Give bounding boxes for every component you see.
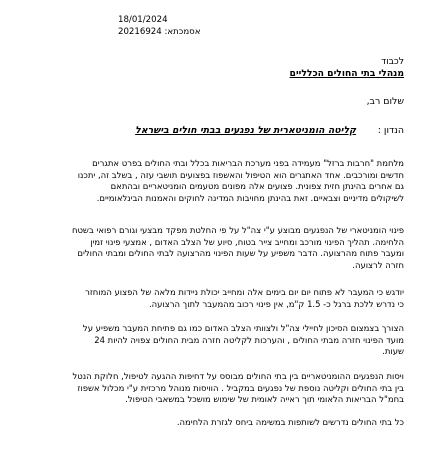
body-paragraph-1 <box>49 158 404 204</box>
paragraph-line: יודגש כי המעבר לא פתוח יום יום בימים אלה ומחייב יכולת ניידות מלאה של הפצוע המוחזר <box>85 287 404 297</box>
paragraph-line: פינוי הומניטארי של הנפגעים מבוצע ע"י צה"ל על פי החלטת מפקד מבצעי וגורם רפואי בשטח <box>71 225 404 235</box>
paragraph-line: ויסות הנפגעים ההומניטאריים בין בתי החולים מבוסס על דחיפות ההגעה לטיפול, חלוקת הנטל <box>72 371 404 381</box>
greeting: שלום רב, <box>366 96 404 107</box>
paragraph-line: חזרה לרצועה. <box>352 259 404 270</box>
paragraph-line: חדשים ומורכבים. אחד האתגרים הוא הטיפול והאשפוז בפצועים תושבי עזה , בשלב זה, יתכנו <box>77 169 404 180</box>
addressee-recipient: מנהלי בתי החולים הכלליים <box>289 68 404 79</box>
subject-line <box>135 125 404 137</box>
paragraph-line: ומעבר פתוח מהרצועה. הדבר משפיע על שעות הפינוי מהרצועה לבתי החולים ומבתי החולים <box>77 248 404 259</box>
paragraph-line: מועד הפינוי חזרה מבתי החולים , והערכות לקליטה חזרה מבית החולים צפויה להיות 24 <box>94 334 404 345</box>
subject-label: הנדון : <box>377 125 404 136</box>
paragraph-line: לשיקולים מדיניים וצבאיים. זאת בהינתן מחויבות המדינה לחוקים והאמנות הבינלאומיים. <box>96 192 404 203</box>
letter-meta <box>118 14 228 38</box>
subject-text: קליטה הומניטארית של נפגעים בבתי חולים בישראל <box>135 125 357 136</box>
paragraph-line: הלחימה. תהליך הפינוי מורכב ומחייב צייר בטוח, סיוע של הצלב האדום , אמצעי פינוי זמין <box>90 236 404 247</box>
body-paragraph-5 <box>49 371 404 406</box>
paragraph-line: בין בתי החולים וקליטה נוספת של נפגעים במקביל . הוויסות מנוהל מרכזית ע"י מכלול אשפוז <box>77 382 404 393</box>
paragraph-line: שעות. <box>382 346 404 357</box>
letter-date: 18/01/2024 <box>118 15 168 25</box>
paragraph-line: הצורך בצמצום הסיכון לחיילי צה"ל ולצוותי הצלב האדום כמו גם פתיחת המעבר משפיע על <box>82 323 404 333</box>
reference-number: אסמכתא: 20216924 <box>118 27 201 37</box>
body-paragraph-4 <box>49 323 404 358</box>
paragraph-line: מלחמת "חרבות ברזל" מעמידה בפני מערכת הבריאות בכלל ובתי החולים בפרט אתגרים <box>92 158 404 168</box>
body-paragraph-6 <box>49 417 404 429</box>
paragraph-line: כי נדרש ללכת ברגל כ- 1.5 ק"מ, אין פינוי רכוב מהמעבר לתוך הרצועה. <box>148 298 404 309</box>
paragraph-line: גם אחרים בהינתן חזית צפונית. פצועים אלה מפונים מטעמים הומניטאריים ובהתאם <box>110 181 404 192</box>
body-paragraph-3 <box>49 287 404 310</box>
body-paragraph-2 <box>49 225 404 271</box>
paragraph-line: בחמ"ל הבריאות הלאומי תוך ראייה לאומית של שימוש מושכל במשאבי הטיפול. <box>125 394 404 405</box>
paragraph-line: כל בתי החולים נדרשים לשותפות במשימה ביחס לגזרת הלחימה. <box>176 417 404 427</box>
addressee-block <box>290 56 404 80</box>
addressee-salutation: לכבוד <box>381 56 404 67</box>
